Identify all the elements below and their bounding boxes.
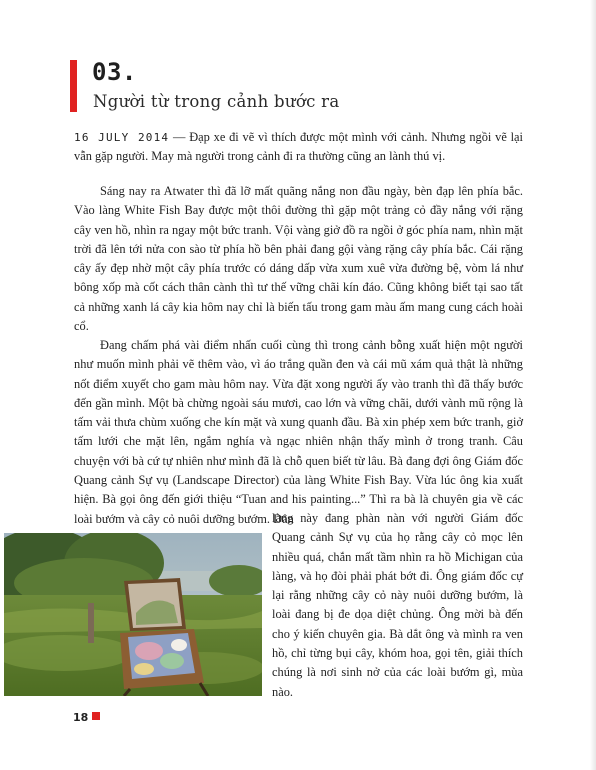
intro-text: — Đạp xe đi vẽ vì thích được một mình với cảnh. Nhưng ngồi vẽ lại vẫn gặp người. May mà người trong cảnh đi ra thường cũng an lành thú vị. xyxy=(74,130,524,164)
page-edge-shadow xyxy=(590,0,596,770)
chapter-number: 03. xyxy=(92,58,137,86)
intro-paragraph xyxy=(74,128,523,167)
painting-easel-photo xyxy=(4,533,262,696)
body-paragraph-2: Đang chấm phá vài điểm nhấn cuối cùng thì trong cảnh bỗng xuất hiện một người như muốn mình phải vẽ thêm vào, vì áo trắng quần đen và cái mũ xám quả thật là những nốt điểm xuyết cho gam màu hôm nay. Vừa đặt xong người ấy vào tranh thì đã thấy bước đến gần mình. Một bà chừng ngoài sáu mươi, cao lớn và vững chãi, dưới vành mũ rộng là tấm vải thưa chùm xuống che kín mặt và xung quanh đầu. Bà xin phép xem bức tranh, giở tấm lưới che mặt lên, ngắm nghía và ngạc nhiên nhận thấy mình ở trong tranh. Câu chuyện với bà cứ tự nhiên như mình đã là chỗ quen biết từ lâu. Bà đang đợi ông Giám đốc Quang cảnh Sự vụ (Landscape Director) của làng White Fish Bay. Vừa lúc ông kia xuất hiện. Bà gọi ông đến giới thiệu “Tuan and his painting...” Thì ra bà là chuyên gia về các loài bướm và cây cỏ nuôi dưỡng bướm. Dân xyxy=(74,338,523,526)
entry-date: 16 JULY 2014 xyxy=(74,131,170,144)
chapter-title: Người từ trong cảnh bước ra xyxy=(93,92,340,111)
chapter-accent-bar xyxy=(70,60,77,112)
page-number: 18 xyxy=(73,711,89,724)
body-paragraph-1: Sáng nay ra Atwater thì đã lỡ mất quãng nắng non đầu ngày, bèn đạp lên phía bắc. Vào làng White Fish Bay được một thôi đường thì gặp một trảng cỏ đầy nắng với rặng cây ven hồ, nhìn ra ngay một bức tranh. Vội vàng giở đồ ra ngồi ở góc phía nam, nhìn mặt trời đã lên tới nửa con sào từ phía hồ bên phải đang gội vàng rặng cây phía bắc. Cái rặng cây ấy đẹp nhờ một cây phía trước có dáng dấp vừa xum xuê vừa đường bệ, vòm lá như bông xốp mà cốt cách thân cành thì tư thế vững chãi kín đáo. Cũng không biết tại sao tất cả những xanh lá cây kia hôm nay chỉ là biến tấu trong gam màu ấm mang cung cách hoài cổ. xyxy=(74,184,523,334)
page-number-square xyxy=(92,712,100,720)
body-paragraph-3: làng này đang phàn nàn với người Giám đốc Quang cảnh Sự vụ của họ rằng cây cỏ mọc lên nhiều quá, chắn mất tầm nhìn ra hồ Michigan của làng, và họ đòi phải phát bớt đi. Ông giám đốc cự lại rằng những cây cỏ này nuôi dưỡng bướm, là loài đang bị đe dọa diệt chủng. Ông mời bà đến cho ý kiến chuyên gia. Bà dắt ông và mình ra ven hồ, chỉ từng bụi cây, khóm hoa, gọi tên, giải thích chúng là nơi sinh nở của các loài bướm gì, mùa nào. xyxy=(272,511,523,699)
